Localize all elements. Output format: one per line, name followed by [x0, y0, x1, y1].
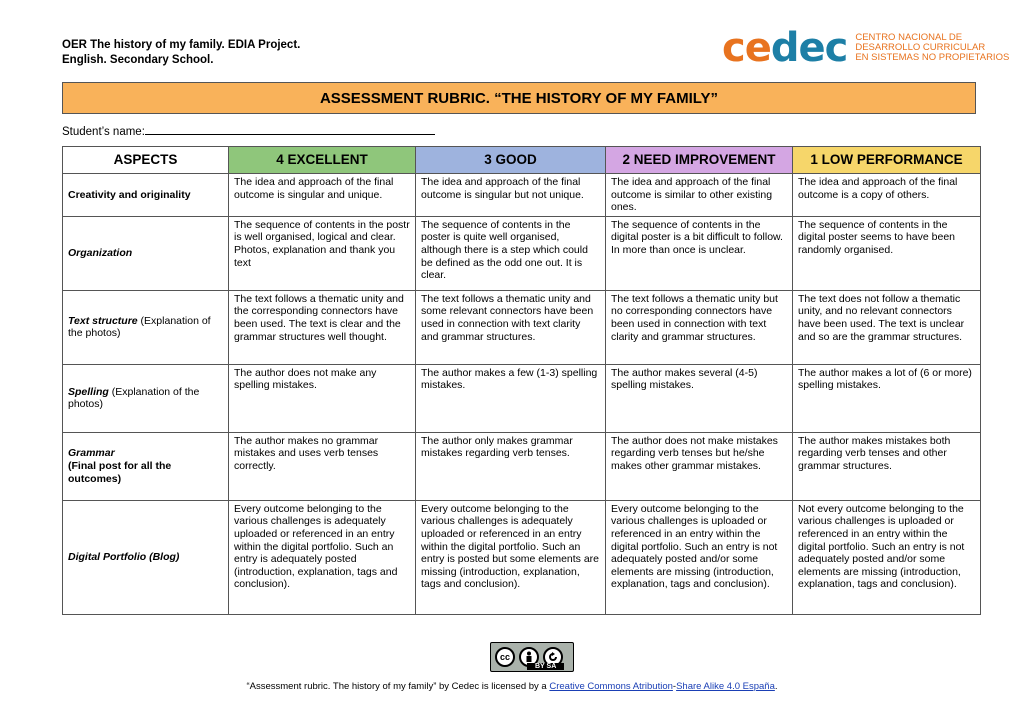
criteria-cell: Not every outcome belonging to the various challenges is uploaded or referenced in an entry within the digital portfolio. Such an entry is not adequately posted and/or some elements are missing (introduction, explanation, tags and conclusion).	[793, 500, 981, 614]
table-row	[63, 364, 981, 432]
aspect-cell	[63, 216, 229, 290]
table-row	[63, 216, 981, 290]
aspect-name: Text structure	[68, 314, 138, 327]
logo-tag-1: CENTRO NACIONAL DE	[855, 32, 963, 43]
criteria-cell: The sequence of contents in the digital poster is a bit difficult to follow. In more than once is unclear.	[606, 216, 793, 290]
logo-word-part-2: dec	[770, 25, 848, 71]
header-aspects: ASPECTS	[63, 147, 229, 174]
criteria-cell: The author only makes grammar mistakes regarding verb tenses.	[416, 432, 606, 500]
table-row	[63, 290, 981, 364]
assessment-rubric-table	[62, 146, 981, 615]
criteria-cell: Every outcome belonging to the various challenges is adequately uploaded or referenced in an entry within the digital portfolio. Such an entry is posted but some elements are missing (introduction, explanation, tags and conclusion).	[416, 500, 606, 614]
aspect-note: (Explanation of the photos)	[68, 314, 211, 340]
aspect-cell	[63, 432, 229, 500]
logo-wordmark	[722, 25, 848, 71]
student-name-row	[62, 124, 435, 138]
logo-word-part-1: ce	[722, 25, 771, 71]
criteria-cell: The idea and approach of the final outcome is similar to other existing ones.	[606, 174, 793, 217]
criteria-cell: The sequence of contents in the poster is quite well organised, although there is a step which could be defined as the odd one out. It is clear.	[416, 216, 606, 290]
criteria-cell: The author makes mistakes both regarding verb tenses and other grammar structures.	[793, 432, 981, 500]
aspect-name: Digital Portfolio (Blog)	[68, 550, 180, 563]
logo-tag-2: DESARROLLO CURRICULAR	[855, 42, 986, 53]
criteria-cell: The author does not make mistakes regarding verb tenses but he/she makes other grammar mistakes.	[606, 432, 793, 500]
criteria-cell: The idea and approach of the final outcome is singular but not unique.	[416, 174, 606, 217]
cc-by-sa-label: BY SA	[527, 663, 564, 670]
header-line-2: English. Secondary School.	[62, 54, 214, 66]
logo-tag-3: EN SISTEMAS NO PROPIETARIOS	[855, 52, 1010, 63]
aspect-note: (Final post for all the outcomes)	[68, 459, 172, 485]
criteria-cell: The author makes a few (1-3) spelling mistakes.	[416, 364, 606, 432]
footer-dash: -	[672, 681, 677, 692]
student-name-label: Student’s name:	[62, 126, 145, 138]
header-good: 3 GOOD	[416, 147, 606, 174]
header-line-1: OER The history of my family. EDIA Project.	[62, 39, 301, 51]
logo-tagline	[855, 33, 1009, 63]
criteria-cell: The text follows a thematic unity but no corresponding connectors have been used in connection with text clarity and grammar structures.	[606, 290, 793, 364]
criteria-cell: The text follows a thematic unity and the corresponding connectors have been used. The text is clear and the grammar structures well thought.	[229, 290, 416, 364]
cc-attribution-link[interactable]: Creative Commons Atribution	[549, 681, 673, 692]
criteria-cell: The author makes several (4-5) spelling mistakes.	[606, 364, 793, 432]
rubric-title: ASSESSMENT RUBRIC. “THE HISTORY OF MY FAMILY”	[319, 89, 719, 107]
header-row	[63, 147, 981, 174]
cc-license-badge	[490, 642, 574, 672]
aspect-cell	[63, 500, 229, 614]
criteria-cell: The author does not make any spelling mistakes.	[229, 364, 416, 432]
criteria-cell: The idea and approach of the final outcome is a copy of others.	[793, 174, 981, 217]
criteria-cell: The sequence of contents in the postr is well organised, logical and clear. Photos, explanation and thank you text	[229, 216, 416, 290]
document-header	[62, 38, 300, 68]
rubric-title-banner	[62, 82, 976, 114]
table-row	[63, 174, 981, 217]
table-row	[63, 500, 981, 614]
footer-text: “Assessment rubric. The history of my family” by Cedec is licensed by a	[246, 681, 550, 692]
aspect-note: (Explanation of the photos)	[68, 385, 200, 411]
license-footer	[0, 681, 1024, 692]
cc-icon: cc	[495, 647, 515, 667]
footer-end: .	[774, 681, 778, 692]
criteria-cell: The idea and approach of the final outcome is singular and unique.	[229, 174, 416, 217]
header-need-improvement: 2 NEED IMPROVEMENT	[606, 147, 793, 174]
criteria-cell: The author makes a lot of (6 or more) spelling mistakes.	[793, 364, 981, 432]
cedec-logo	[722, 25, 1010, 71]
aspect-name: Organization	[68, 246, 133, 259]
aspect-cell	[63, 174, 229, 217]
criteria-cell: Every outcome belonging to the various challenges is adequately uploaded or referenced in an entry within the digital portfolio. Such an entry is adequately posted (introduction, explanation, tags and conclusion).	[229, 500, 416, 614]
header-excellent: 4 EXCELLENT	[229, 147, 416, 174]
criteria-cell: The sequence of contents in the digital poster seems to have been randomly organised.	[793, 216, 981, 290]
aspect-name: Grammar	[68, 447, 115, 460]
aspect-name: Spelling	[68, 385, 109, 398]
criteria-cell: The text does not follow a thematic unity, and no relevant connectors have been used. The text is unclear and so are the grammar structures.	[793, 290, 981, 364]
criteria-cell: The text follows a thematic unity and some relevant connectors have been used in connection with text clarity and grammar structures.	[416, 290, 606, 364]
criteria-cell: The author makes no grammar mistakes and uses verb tenses correctly.	[229, 432, 416, 500]
aspect-cell	[63, 364, 229, 432]
criteria-cell: Every outcome belonging to the various challenges is uploaded or referenced in an entry within the digital portfolio. Such an entry is not adequately posted and/or some elements are missing (introduction, explanation, tags and conclusion).	[606, 500, 793, 614]
header-low-performance: 1 LOW PERFORMANCE	[793, 147, 981, 174]
student-name-line[interactable]	[145, 124, 435, 135]
share-alike-link[interactable]: Share Alike 4.0 España	[676, 681, 775, 692]
table-row	[63, 432, 981, 500]
aspect-cell	[63, 290, 229, 364]
aspect-name: Creativity and originality	[68, 188, 191, 201]
